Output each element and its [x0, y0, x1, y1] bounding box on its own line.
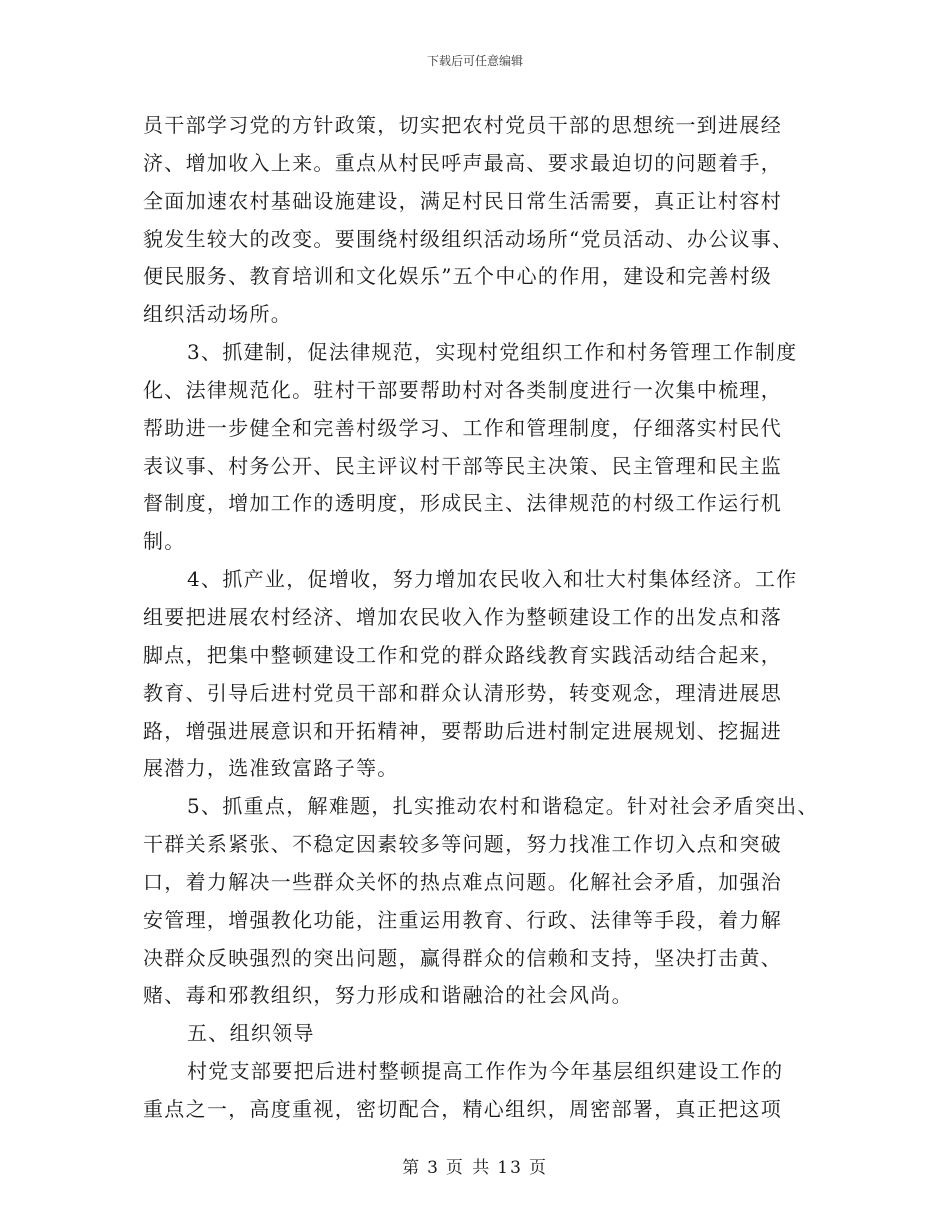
- text-line: 教育、引导后进村党员干部和群众认清形势，转变观念，理清进展思: [143, 680, 782, 705]
- paragraph-start-line: 5、抓重点，解难题，扎实推动农村和谐稳定。针对社会矛盾突出、: [187, 794, 819, 819]
- text-line: 展潜力，选准致富路子等。: [143, 756, 399, 781]
- document-body: [143, 107, 823, 1129]
- text-line: 赌、毒和邪教组织，努力形成和谐融洽的社会风尚。: [143, 983, 633, 1008]
- paragraph-start-line: 村党支部要把后进村整顿提高工作作为今年基层组织建设工作的: [187, 1059, 784, 1084]
- text-line: 口，着力解决一些群众关怀的热点难点问题。化解社会矛盾，加强治: [143, 869, 782, 894]
- paragraph-start-line: 3、抓建制，促法律规范，实现村党组织工作和村务管理工作制度: [187, 340, 798, 365]
- text-line: 制。: [143, 529, 186, 554]
- total-page-count: 13: [497, 1158, 523, 1178]
- page-header-note: 下载后可任意编辑: [426, 54, 523, 68]
- text-line: 决群众反映强烈的突出问题，赢得群众的信赖和支持，坚决打击黄、: [143, 945, 782, 970]
- text-line: 表议事、村务公开、民主评议村干部等民主决策、民主管理和民主监: [143, 453, 782, 478]
- current-page-number: 3: [427, 1158, 440, 1178]
- text-line: 组要把进展农村经济、增加农民收入作为整顿建设工作的出发点和落: [143, 604, 782, 629]
- text-line: 脚点，把集中整顿建设工作和党的群众路线教育实践活动结合起来，: [143, 642, 782, 667]
- footer-middle: 页 共: [445, 1158, 492, 1178]
- text-line: 化、法律规范化。驻村干部要帮助村对各类制度进行一次集中梳理，: [143, 377, 782, 402]
- text-line: 全面加速农村基础设施建设，满足村民日常生活需要，真正让村容村: [143, 188, 782, 213]
- text-line: 督制度，增加工作的透明度，形成民主、法律规范的村级工作运行机: [143, 491, 782, 516]
- footer-suffix: 页: [528, 1158, 548, 1178]
- text-line: 重点之一，高度重视，密切配合，精心组织，周密部署，真正把这项: [143, 1096, 782, 1121]
- paragraph-start-line: 4、抓产业，促增收，努力增加农民收入和壮大村集体经济。工作: [187, 567, 798, 592]
- section-heading: 五、组织领导: [187, 1021, 315, 1046]
- text-line: 济、增加收入上来。重点从村民呼声最高、要求最迫切的问题着手，: [143, 150, 782, 175]
- text-line: 貌发生较大的改变。要围绕村级组织活动场所“党员活动、办公议事、: [143, 226, 794, 251]
- page-number-footer: [0, 1153, 950, 1178]
- text-line: 帮助进一步健全和完善村级学习、工作和管理制度，仔细落实村民代: [143, 415, 782, 440]
- text-line: 安管理，增强教化功能，注重运用教育、行政、法律等手段，着力解: [143, 907, 782, 932]
- footer-prefix: 第: [402, 1158, 422, 1178]
- text-line: 组织活动场所。: [143, 302, 293, 327]
- text-line: 路，增强进展意识和开拓精神，要帮助后进村制定进展规划、挖掘进: [143, 718, 782, 743]
- text-line: 便民服务、教育培训和文化娱乐”五个中心的作用，建设和完善村级: [143, 264, 773, 289]
- text-line: 干群关系紧张、不稳定因素较多等问题，努力找准工作切入点和突破: [143, 832, 782, 857]
- text-line: 员干部学习党的方针政策，切实把农村党员干部的思想统一到进展经: [143, 113, 782, 137]
